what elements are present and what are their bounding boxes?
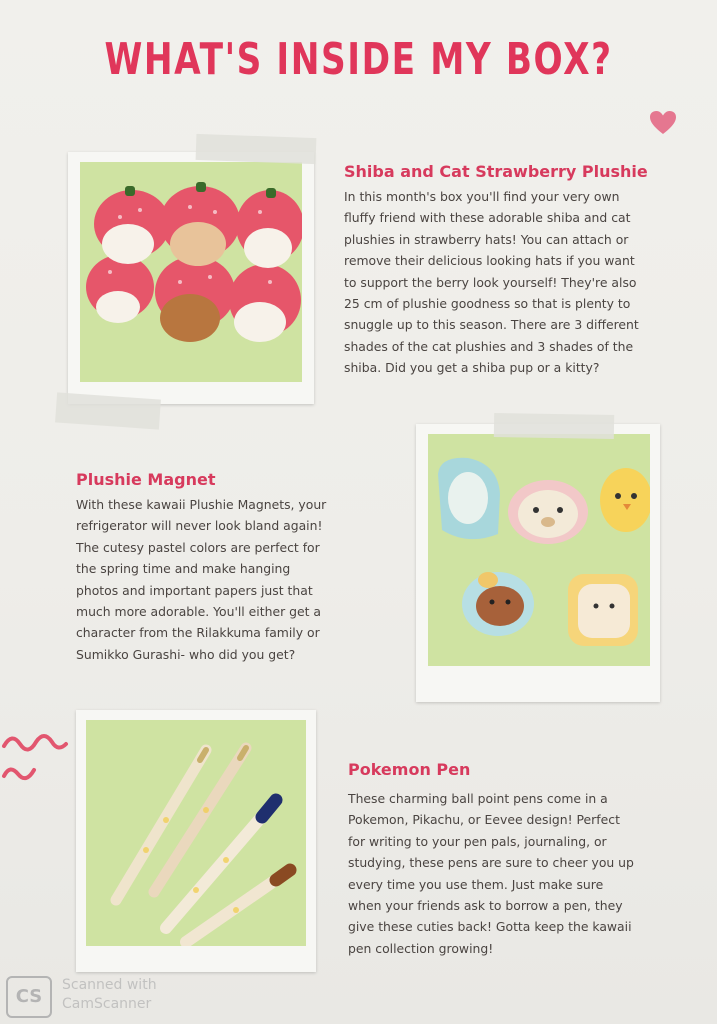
plushie-magnet-photo-frame xyxy=(416,424,660,702)
strawberry-plushie-photo-frame xyxy=(68,152,314,404)
section-body: In this month's box you'll find your very own fluffy friend with these adorable shiba and cat plushies in strawberry hats! You can attach or remove their delicious looking hats if you want to support the berry look yourself! They're also 25 cm of plushie goodness so that is plenty to snuggle up to this season. There are 3 different shades of the cat plushies and 3 shades of the shiba. Did you get a shiba pup or a kitty? xyxy=(344,189,639,376)
plushie-magnets-image xyxy=(428,434,650,666)
scanner-watermark: Scanned with CamScanner xyxy=(62,977,157,1012)
page-title: WHAT'S INSIDE MY BOX? xyxy=(104,34,613,85)
pokemon-pen-photo xyxy=(86,720,306,946)
section-heading: Pokemon Pen xyxy=(348,760,471,779)
strawberry-plushie-photo xyxy=(80,162,302,382)
pokemon-pen-photo-frame xyxy=(76,710,316,972)
section-body: With these kawaii Plushie Magnets, your refrigerator will never look bland again! The cutesy pastel colors are perfect for the spring time and make hanging photos and important papers just that much more adorable. You'll either get a character from the Rilakkuma family or Sumikko Gurashi- who did you get? xyxy=(76,497,327,662)
tape-strip xyxy=(494,413,614,439)
squiggle-decoration xyxy=(0,728,72,788)
section-heading: Shiba and Cat Strawberry Plushie xyxy=(344,162,648,181)
heart-icon xyxy=(648,108,678,138)
plushie-magnet-photo xyxy=(428,434,650,666)
strawberry-plushies-image xyxy=(80,162,302,382)
section-body: These charming ball point pens come in a Pokemon, Pikachu, or Eevee design! Perfect for writing to your pen pals, journaling, or studying, these pens are sure to cheer you up every time you use them. Just make sure when your friends ask to borrow a pen, they give these cuties back! Gotta keep the kawaii pen collection growing! xyxy=(348,791,634,956)
tape-strip xyxy=(196,134,317,164)
section-heading: Plushie Magnet xyxy=(76,470,216,489)
camscanner-logo: CS xyxy=(6,976,52,1018)
pokemon-pens-image xyxy=(86,720,306,946)
